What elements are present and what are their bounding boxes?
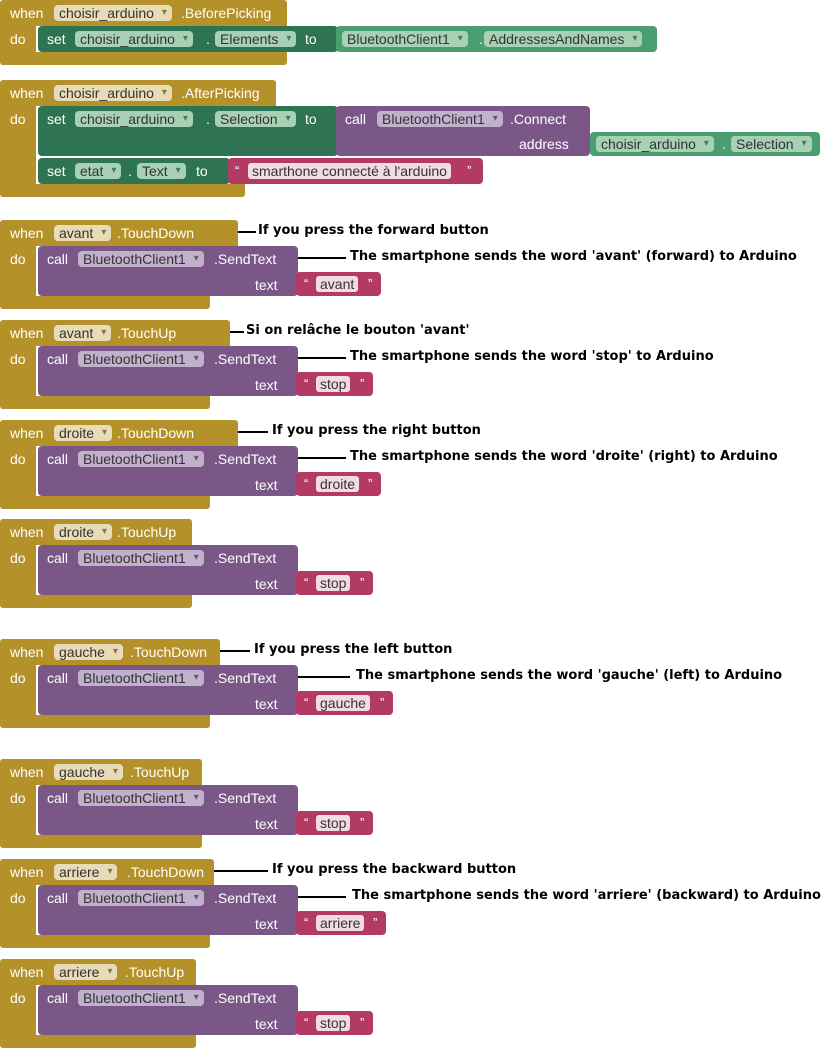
set-property-block[interactable] xyxy=(38,106,338,156)
call-keyword: call xyxy=(47,670,69,686)
text-string-block[interactable] xyxy=(296,372,373,396)
address-keyword: address xyxy=(519,136,569,152)
set-property-dropdown[interactable]: Text ▾ xyxy=(137,163,186,179)
annotation-line xyxy=(298,676,350,678)
open-quote: “ xyxy=(304,575,309,590)
do-keyword: do xyxy=(10,670,26,686)
set-property-block[interactable] xyxy=(38,26,338,52)
close-quote: ” xyxy=(373,915,378,930)
annotation-line xyxy=(298,896,346,898)
event-name: .TouchUp xyxy=(130,764,190,780)
call-sendtext-block[interactable] xyxy=(38,545,298,595)
event-annotation: If you press the backward button xyxy=(272,862,517,877)
do-keyword: do xyxy=(10,451,26,467)
method-name: .SendText xyxy=(214,451,277,467)
event-footer xyxy=(0,835,202,848)
event-annotation: If you press the left button xyxy=(254,642,453,657)
event-footer xyxy=(0,595,192,608)
call-keyword: call xyxy=(47,550,69,566)
call-sendtext-block[interactable] xyxy=(38,346,298,396)
event-name: .BeforePicking xyxy=(181,5,272,21)
call-component-dropdown[interactable]: BluetoothClient1 ▾ xyxy=(377,111,503,127)
call-component-dropdown[interactable]: BluetoothClient1 ▾ xyxy=(78,251,204,267)
event-name: .TouchUp xyxy=(117,325,177,341)
set-property-dropdown[interactable]: Selection ▾ xyxy=(215,111,296,127)
method-name: .SendText xyxy=(214,351,277,367)
close-quote: ” xyxy=(360,575,365,590)
component-dropdown[interactable]: gauche ▾ xyxy=(54,764,123,780)
open-quote: “ xyxy=(235,163,240,178)
close-quote: ” xyxy=(368,476,373,491)
call-component-dropdown[interactable]: BluetoothClient1 ▾ xyxy=(78,890,204,906)
dot-separator: . xyxy=(722,136,726,152)
getter-component-dropdown[interactable]: choisir_arduino ▾ xyxy=(596,136,714,152)
open-quote: “ xyxy=(304,815,309,830)
set-component-dropdown[interactable]: choisir_arduino ▾ xyxy=(75,31,193,47)
call-component-dropdown[interactable]: BluetoothClient1 ▾ xyxy=(78,351,204,367)
event-footer xyxy=(0,1035,196,1048)
call-sendtext-block[interactable] xyxy=(38,885,298,935)
component-dropdown[interactable]: arriere ▾ xyxy=(54,964,117,980)
component-dropdown[interactable]: choisir_arduino ▾ xyxy=(54,5,172,21)
text-string-block[interactable] xyxy=(296,911,386,935)
event-name: .TouchDown xyxy=(130,644,208,660)
close-quote: ” xyxy=(360,376,365,391)
event-annotation: If you press the forward button xyxy=(258,223,489,238)
call-keyword: call xyxy=(47,790,69,806)
when-keyword: when xyxy=(10,864,44,880)
string-value[interactable]: stop xyxy=(316,575,350,591)
set-component-dropdown[interactable]: choisir_arduino ▾ xyxy=(75,111,193,127)
component-dropdown[interactable]: droite ▾ xyxy=(54,524,112,540)
string-value[interactable]: stop xyxy=(316,376,350,392)
send-annotation: The smartphone sends the word 'avant' (forward) to Arduino xyxy=(350,249,797,264)
close-quote: ” xyxy=(360,1015,365,1030)
string-value[interactable]: avant xyxy=(316,276,358,292)
call-component-dropdown[interactable]: BluetoothClient1 ▾ xyxy=(78,990,204,1006)
event-footer xyxy=(0,396,210,409)
close-quote: ” xyxy=(380,695,385,710)
when-keyword: when xyxy=(10,764,44,780)
event-name: .TouchDown xyxy=(127,864,205,880)
set-keyword: set xyxy=(47,31,66,47)
text-keyword: text xyxy=(255,576,278,592)
send-annotation: The smartphone sends the word 'arriere' (backward) to Arduino xyxy=(352,888,821,903)
call-sendtext-block[interactable] xyxy=(38,246,298,296)
string-value[interactable]: droite xyxy=(316,476,359,492)
dot-separator: . xyxy=(479,31,483,47)
open-quote: “ xyxy=(304,376,309,391)
text-string-block[interactable] xyxy=(296,472,381,496)
event-annotation: Si on relâche le bouton 'avant' xyxy=(246,323,470,338)
component-dropdown[interactable]: droite ▾ xyxy=(54,425,112,441)
method-name: .Connect xyxy=(510,111,567,127)
annotation-line xyxy=(298,457,346,459)
component-dropdown[interactable]: gauche ▾ xyxy=(54,644,123,660)
when-keyword: when xyxy=(10,85,44,101)
close-quote: ” xyxy=(467,163,472,178)
to-keyword: to xyxy=(305,111,317,127)
text-string-block[interactable] xyxy=(296,571,373,595)
string-value[interactable]: smarthone connecté à l'arduino xyxy=(248,163,451,179)
event-name: .AfterPicking xyxy=(181,85,260,101)
call-component-dropdown[interactable]: BluetoothClient1 ▾ xyxy=(78,790,204,806)
call-component-dropdown[interactable]: BluetoothClient1 ▾ xyxy=(78,550,204,566)
text-keyword: text xyxy=(255,277,278,293)
method-name: .SendText xyxy=(214,251,277,267)
getter-block[interactable] xyxy=(590,132,820,156)
set-label-text-block[interactable] xyxy=(38,158,230,184)
event-footer xyxy=(0,496,210,509)
send-annotation: The smartphone sends the word 'stop' to Arduino xyxy=(350,349,714,364)
getter-block[interactable] xyxy=(336,26,657,52)
open-quote: “ xyxy=(304,276,309,291)
do-keyword: do xyxy=(10,111,26,127)
close-quote: ” xyxy=(360,815,365,830)
event-footer xyxy=(0,184,245,197)
close-quote: ” xyxy=(368,276,373,291)
component-dropdown[interactable]: arriere ▾ xyxy=(54,864,117,880)
set-property-dropdown[interactable]: Elements ▾ xyxy=(215,31,296,47)
call-keyword: call xyxy=(47,890,69,906)
when-keyword: when xyxy=(10,644,44,660)
annotation-line xyxy=(230,331,244,333)
open-quote: “ xyxy=(304,915,309,930)
to-keyword: to xyxy=(196,163,208,179)
when-keyword: when xyxy=(10,425,44,441)
annotation-line xyxy=(220,650,250,652)
method-name: .SendText xyxy=(214,990,277,1006)
method-name: .SendText xyxy=(214,890,277,906)
text-string-block[interactable] xyxy=(296,1011,373,1035)
text-keyword: text xyxy=(255,477,278,493)
do-keyword: do xyxy=(10,251,26,267)
getter-component-dropdown[interactable]: BluetoothClient1 ▾ xyxy=(342,31,468,47)
method-name: .SendText xyxy=(214,790,277,806)
event-footer xyxy=(0,715,210,728)
call-sendtext-block[interactable] xyxy=(38,785,298,835)
when-keyword: when xyxy=(10,524,44,540)
getter-property-dropdown[interactable]: AddressesAndNames ▾ xyxy=(484,31,642,47)
call-sendtext-block[interactable] xyxy=(38,985,298,1035)
annotation-line xyxy=(298,357,346,359)
do-keyword: do xyxy=(10,990,26,1006)
annotation-line xyxy=(238,431,268,433)
send-annotation: The smartphone sends the word 'droite' (right) to Arduino xyxy=(350,449,778,464)
do-keyword: do xyxy=(10,31,26,47)
string-value[interactable]: stop xyxy=(316,815,350,831)
event-name: .TouchUp xyxy=(117,524,177,540)
annotation-line xyxy=(298,257,346,259)
component-dropdown[interactable]: choisir_arduino ▾ xyxy=(54,85,172,101)
do-keyword: do xyxy=(10,890,26,906)
to-keyword: to xyxy=(305,31,317,47)
when-keyword: when xyxy=(10,225,44,241)
dot-separator: . xyxy=(206,31,210,47)
call-sendtext-block[interactable] xyxy=(38,665,298,715)
text-keyword: text xyxy=(255,916,278,932)
open-quote: “ xyxy=(304,476,309,491)
when-keyword: when xyxy=(10,5,44,21)
do-keyword: do xyxy=(10,550,26,566)
event-name: .TouchUp xyxy=(125,964,185,980)
open-quote: “ xyxy=(304,1015,309,1030)
do-keyword: do xyxy=(10,351,26,367)
event-footer xyxy=(0,296,210,309)
call-keyword: call xyxy=(47,351,69,367)
set-keyword: set xyxy=(47,163,66,179)
event-annotation: If you press the right button xyxy=(272,423,481,438)
event-footer xyxy=(0,935,210,948)
call-connect-block[interactable] xyxy=(336,106,590,156)
text-string-block[interactable] xyxy=(296,811,373,835)
when-keyword: when xyxy=(10,325,44,341)
text-string-block[interactable] xyxy=(296,272,381,296)
call-component-dropdown[interactable]: BluetoothClient1 ▾ xyxy=(78,670,204,686)
call-keyword: call xyxy=(345,111,367,127)
text-keyword: text xyxy=(255,696,278,712)
send-annotation: The smartphone sends the word 'gauche' (left) to Arduino xyxy=(356,668,783,683)
dot-separator: . xyxy=(128,163,132,179)
string-value[interactable]: gauche xyxy=(316,695,370,711)
text-keyword: text xyxy=(255,816,278,832)
string-value[interactable]: stop xyxy=(316,1015,350,1031)
dot-separator: . xyxy=(206,111,210,127)
event-name: .TouchDown xyxy=(117,225,195,241)
method-name: .SendText xyxy=(214,550,277,566)
set-keyword: set xyxy=(47,111,66,127)
method-name: .SendText xyxy=(214,670,277,686)
event-name: .TouchDown xyxy=(117,425,195,441)
call-keyword: call xyxy=(47,251,69,267)
text-keyword: text xyxy=(255,377,278,393)
component-dropdown[interactable]: avant ▾ xyxy=(54,225,111,241)
component-dropdown[interactable]: avant ▾ xyxy=(54,325,111,341)
call-keyword: call xyxy=(47,451,69,467)
text-string-block[interactable] xyxy=(228,158,483,184)
when-keyword: when xyxy=(10,964,44,980)
set-component-dropdown[interactable]: etat ▾ xyxy=(75,163,121,179)
call-keyword: call xyxy=(47,990,69,1006)
annotation-line xyxy=(214,870,268,872)
call-sendtext-block[interactable] xyxy=(38,446,298,496)
open-quote: “ xyxy=(304,695,309,710)
annotation-line xyxy=(238,231,256,233)
call-component-dropdown[interactable]: BluetoothClient1 ▾ xyxy=(78,451,204,467)
getter-property-dropdown[interactable]: Selection ▾ xyxy=(731,136,812,152)
text-keyword: text xyxy=(255,1016,278,1032)
text-string-block[interactable] xyxy=(296,691,393,715)
string-value[interactable]: arriere xyxy=(316,915,364,931)
do-keyword: do xyxy=(10,790,26,806)
event-footer xyxy=(0,52,287,65)
